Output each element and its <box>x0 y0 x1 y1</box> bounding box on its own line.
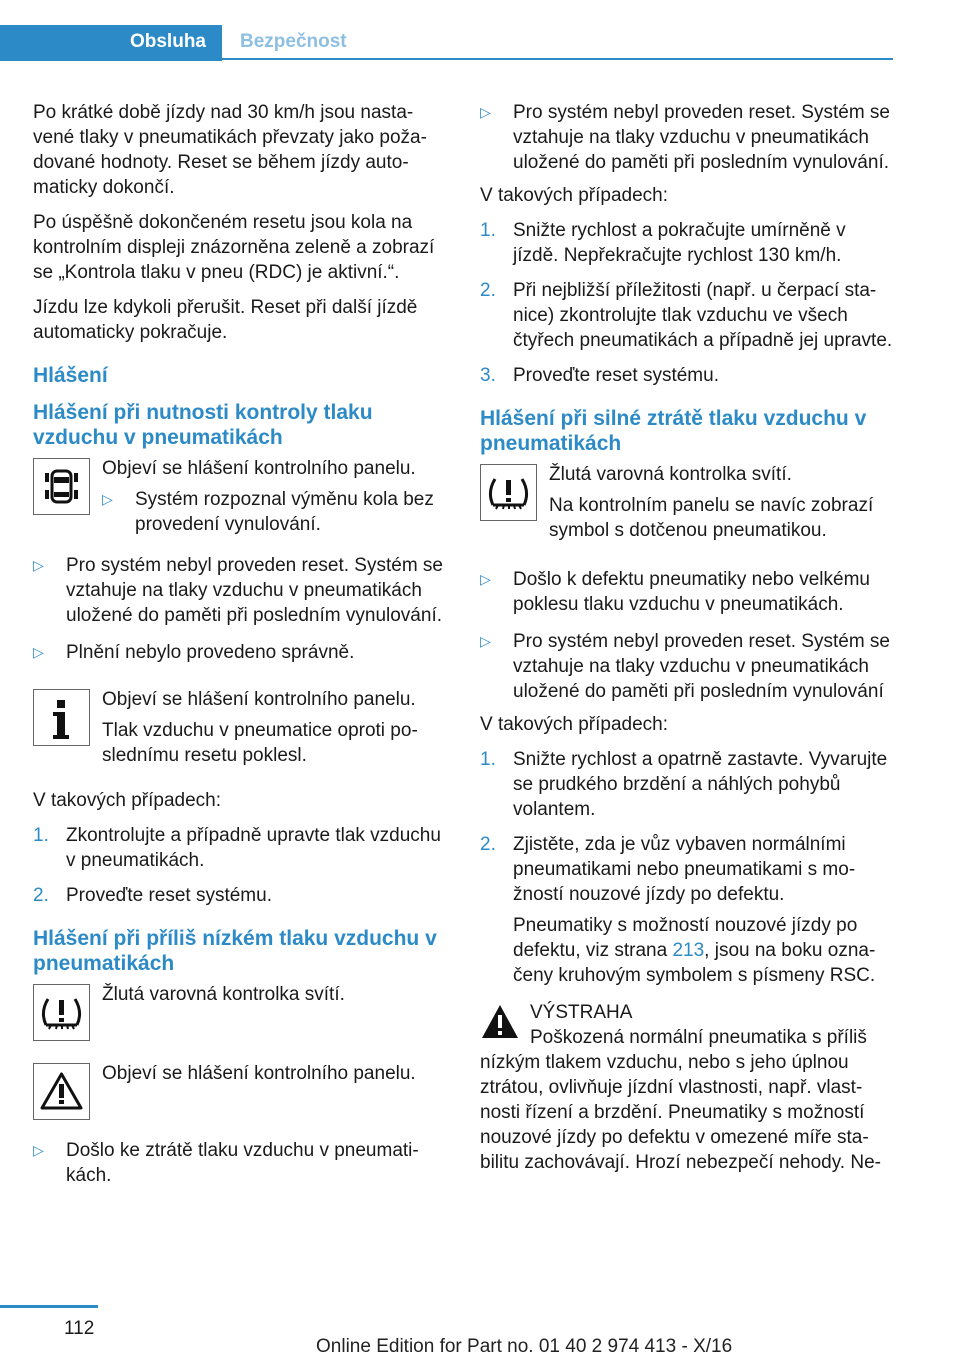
numbered-item <box>480 278 895 353</box>
numbered-item <box>480 747 895 822</box>
list-item <box>480 100 895 175</box>
warning-block <box>480 1000 895 1050</box>
triangle-bullet-icon: ▷ <box>33 557 44 573</box>
item-number: 1. <box>33 825 49 846</box>
paragraph: Po úspěšně dokončeném resetu jsou kola na kontrolním displeji znázorněna zeleně a zobrazí se „Kontrola tlaku v pneu (RDC) je aktivní.“. <box>33 212 435 283</box>
section-heading: Hlášení <box>33 364 108 387</box>
list-item-text: Pro systém nebyl proveden reset. Systém se vztahuje na tlaky vzduchu v pneumatikách uložené do paměti při posledním vynulování <box>513 631 890 702</box>
item-number: 1. <box>480 220 496 241</box>
list-item-text: Pro systém nebyl proveden reset. Systém se vztahuje na tlaky vzduchu v pneumatikách uložené do paměti při posledním vynulování. <box>66 555 443 626</box>
note-text: Tlak vzduchu v pneumatice oproti poslednímu resetu poklesl. <box>102 720 418 766</box>
list-item <box>33 640 448 665</box>
numbered-item <box>33 823 448 873</box>
list-item-text: Došlo ke ztrátě tlaku vzduchu v pneumatikách. <box>66 1140 419 1186</box>
subsection-heading: Hlášení při příliš nízkém tlaku vzduchu v pneumatikách <box>33 927 437 975</box>
page-link[interactable]: 213 <box>672 940 705 961</box>
item-text: Snižte rychlost a opatrně zastavte. Vyvarujte se prudkého brzdění a náhlých pohybů volantem. <box>513 749 888 820</box>
triangle-bullet-icon: ▷ <box>480 633 491 649</box>
item-text: Při nejbližší příležitosti (např. u čerpací stanice) zkontrolujte tlak vzduchu ve všech čtyřech pneumatikách a případně jej upravte. <box>513 280 893 351</box>
page-number: 112 <box>64 1318 95 1339</box>
icon-note <box>33 456 448 541</box>
warning-text: Poškozená normální pneumatika s příliš <box>530 1027 867 1048</box>
warning-title: VÝSTRAHA <box>530 1002 633 1023</box>
list-item-text: Systém rozpoznal výměnu kola bez provedení vynulování. <box>135 489 434 535</box>
item-number: 1. <box>480 749 496 770</box>
paragraph: V takových případech: <box>33 790 221 811</box>
triangle-bullet-icon: ▷ <box>102 491 113 507</box>
warning-triangle-icon <box>480 1002 520 1042</box>
item-text: Proveďte reset systému. <box>513 365 719 386</box>
item-text: Snižte rychlost a pokračujte umírněně v jízdě. Nepřekračujte rychlost 130 km/h. <box>513 220 846 266</box>
triangle-bullet-icon: ▷ <box>33 644 44 660</box>
list-item <box>33 553 448 628</box>
subsection-heading: Hlášení při nutnosti kontroly tlaku vzduchu v pneumatikách <box>33 401 373 449</box>
warning-text: nízkým tlakem vzduchu, nebo s jeho úplnou ztrátou, ovlivňuje jízdní vlastnosti, např. vlastnosti řízení a brzdění. Pneumatiky s možností nouzové jízdy po defektu v omezené míře stabilitu zachovávají. Hrozí nebezpečí nehody. Ne- <box>480 1052 881 1173</box>
paragraph: Po krátké době jízdy nad 30 km/h jsou nastavené tlaky v pneumatikách převzaty jako požadované hodnoty. Reset se během jízdy automaticky dokončí. <box>33 102 427 198</box>
item-number: 2. <box>480 280 496 301</box>
list-item <box>480 567 895 617</box>
tab-obsluha[interactable] <box>0 25 222 61</box>
tire-pressure-car-icon <box>33 458 90 515</box>
right-column <box>480 100 895 1175</box>
paragraph: V takových případech: <box>480 185 668 206</box>
icon-note <box>33 1061 448 1120</box>
item-text-part: , jsou na boku označeny kruhovým symbolem s písmeny RSC. <box>513 940 876 986</box>
list-item-text: Plnění nebylo provedeno správně. <box>66 642 355 663</box>
subsection-heading: Hlášení při silné ztrátě tlaku vzduchu v pneumatikách <box>480 407 867 455</box>
tab-bezpecnost[interactable]: Bezpečnost <box>240 31 347 52</box>
list-item <box>480 629 895 704</box>
item-number: 2. <box>480 834 496 855</box>
note-text: Žlutá varovná kontrolka svítí. <box>549 464 792 485</box>
item-text: Zjistěte, zda je vůz vybaven normálními pneumatikami nebo pneumatikami s možností nouzové jízdy po defektu. <box>513 834 856 905</box>
item-number: 2. <box>33 885 49 906</box>
item-text: Proveďte reset systému. <box>66 885 272 906</box>
tire-pressure-warning-icon <box>480 464 537 521</box>
paragraph: V takových případech: <box>480 714 668 735</box>
numbered-item <box>480 363 895 388</box>
warning-triangle-icon <box>33 1063 90 1120</box>
note-text: Objeví se hlášení kontrolního panelu. <box>102 689 416 710</box>
left-column <box>33 100 448 1200</box>
tab-underline <box>222 58 893 60</box>
list-item-text: Pro systém nebyl proveden reset. Systém se vztahuje na tlaky vzduchu v pneumatikách uložené do paměti při posledním vynulování. <box>513 102 890 173</box>
list-item <box>33 1138 448 1188</box>
tire-pressure-warning-icon <box>33 984 90 1041</box>
note-text: Žlutá varovná kontrolka svítí. <box>102 984 345 1005</box>
item-text-part: Pneumatiky s možností nouzové jízdy po defektu, viz strana <box>513 915 858 961</box>
note-text: Na kontrolním panelu se navíc zobrazí symbol s dotčenou pneumatikou. <box>549 495 874 541</box>
numbered-item <box>33 883 448 908</box>
note-text: Objeví se hlášení kontrolního panelu. <box>102 458 416 479</box>
item-text <box>513 913 895 988</box>
list-item <box>102 487 448 537</box>
numbered-item <box>480 832 895 988</box>
triangle-bullet-icon: ▷ <box>480 571 491 587</box>
triangle-bullet-icon: ▷ <box>480 104 491 120</box>
numbered-item <box>480 218 895 268</box>
icon-note <box>33 687 448 774</box>
triangle-bullet-icon: ▷ <box>33 1142 44 1158</box>
icon-note <box>33 982 448 1041</box>
icon-note <box>480 462 895 549</box>
paragraph: Jízdu lze kdykoli přerušit. Reset při další jízdě automaticky pokračuje. <box>33 297 418 343</box>
edition-note: Online Edition for Part no. 01 40 2 974 413 - X/16 <box>316 1336 733 1357</box>
footer-rule <box>0 1305 98 1308</box>
item-number: 3. <box>480 365 496 386</box>
tab-obsluha-label: Obsluha <box>129 31 206 52</box>
note-text: Objeví se hlášení kontrolního panelu. <box>102 1063 416 1084</box>
header-tabs <box>0 25 893 61</box>
item-text: Zkontrolujte a případně upravte tlak vzduchu v pneumatikách. <box>66 825 441 871</box>
list-item-text: Došlo k defektu pneumatiky nebo velkému poklesu tlaku vzduchu v pneumatikách. <box>513 569 870 615</box>
info-icon <box>33 689 90 746</box>
